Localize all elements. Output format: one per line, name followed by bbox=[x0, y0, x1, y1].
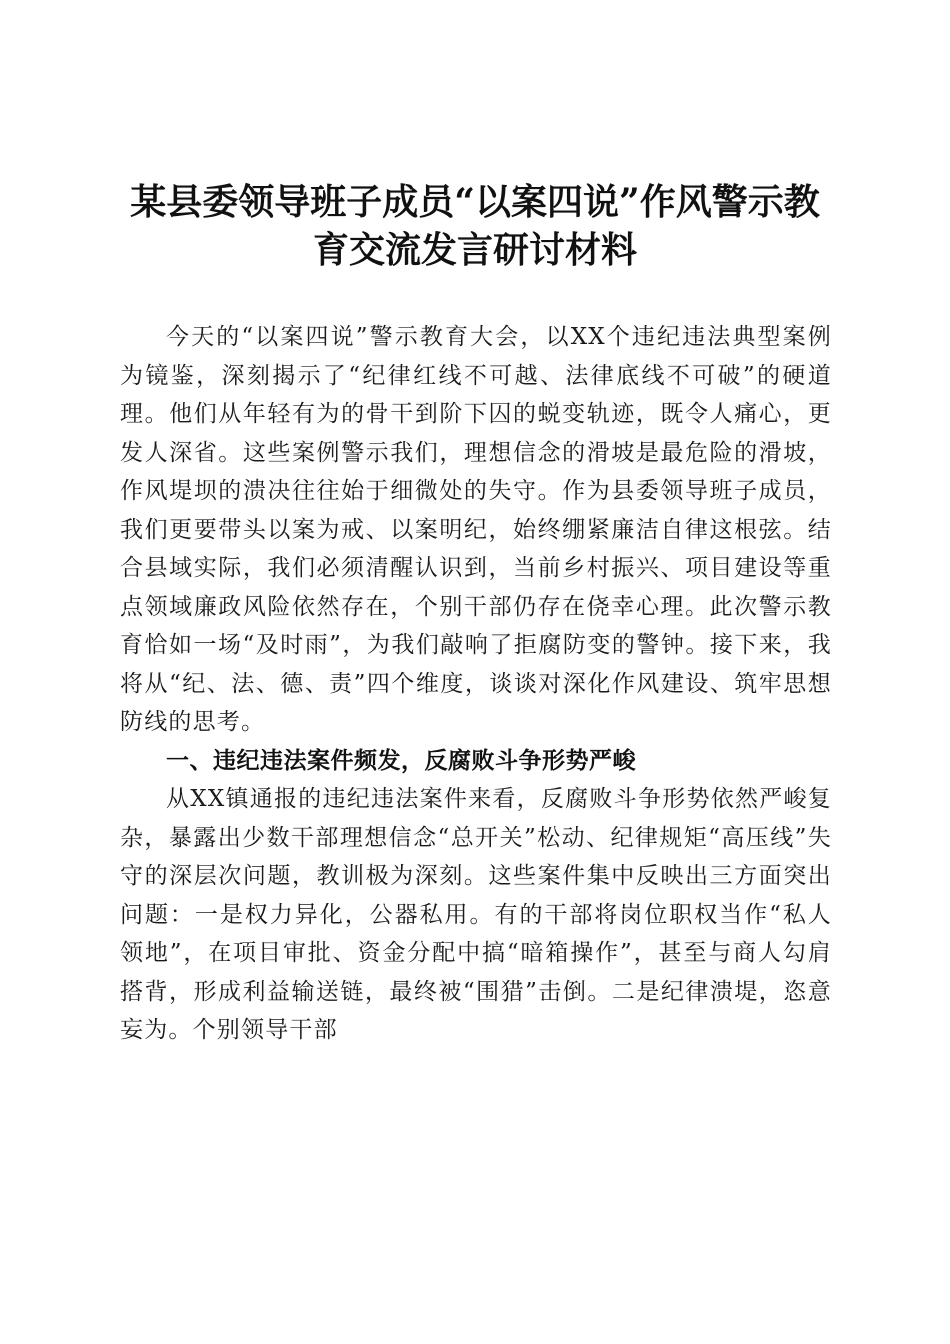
intro-paragraph: 今天的“以案四说”警示教育大会，以XX个违纪违法典型案例为镜鉴，深刻揭示了“纪律红线不可越、法律底线不可破”的硬道理。他们从年轻有为的骨干到阶下囚的蜕变轨迹，既令人痛心，更发人深省。这些案例警示我们，理想信念的滑坡是最危险的滑坡，作风堤坝的溃决往往始于细微处的失守。作为县委领导班子成员，我们更要带头以案为戒、以案明纪，始终绷紧廉洁自律这根弦。结合县域实际，我们必须清醒认识到，当前乡村振兴、项目建设等重点领域廉政风险依然存在，个别干部仍存在侥幸心理。此次警示教育恰如一场“及时雨”，为我们敲响了拒腐防变的警钟。接下来，我将从“纪、法、德、责”四个维度，谈谈对深化作风建设、筑牢思想防线的思考。 bbox=[120, 324, 832, 735]
section-1-paragraph: 从XX镇通报的违纪违法案件来看，反腐败斗争形势依然严峻复杂，暴露出少数干部理想信念“总开关”松动、纪律规矩“高压线”失守的深层次问题，教训极为深刻。这些案件集中反映出三方面突出问题：一是权力异化，公器私用。有的干部将岗位职权当作“私人领地”，在项目审批、资金分配中搞“暗箱操作”，甚至与商人勾肩搭背，形成利益输送链，最终被“围猎”击倒。二是纪律溃堤，恣意妄为。个别领导干部 bbox=[120, 786, 832, 1043]
document-title bbox=[100, 178, 850, 274]
title-line-1: 某县委领导班子成员“以案四说”作风警示教 bbox=[130, 181, 820, 223]
title-line-2: 育交流发言研讨材料 bbox=[312, 229, 637, 271]
document-body bbox=[120, 318, 832, 1050]
section-heading-1: 一、违纪违法案件频发，反腐败斗争形势严峻 bbox=[166, 747, 636, 774]
